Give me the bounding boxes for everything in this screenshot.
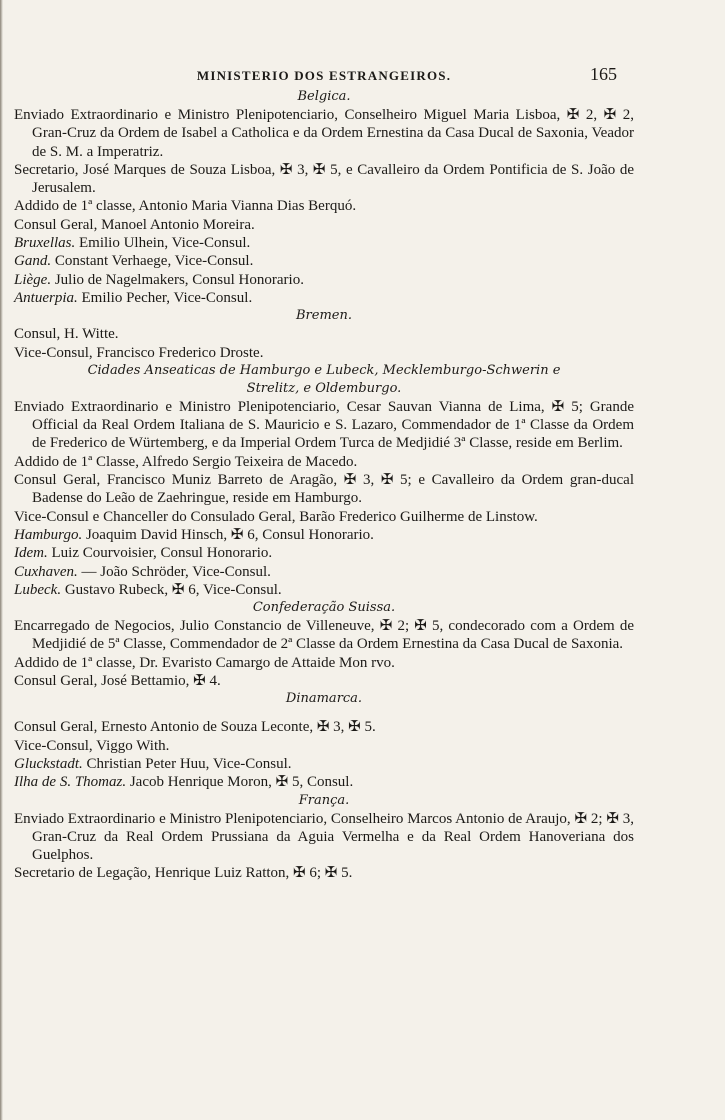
section-hanseatic-cities <box>14 362 634 599</box>
place-name: Cuxhaven. <box>14 563 78 580</box>
entry: Vice-Consul, Viggo With. <box>14 737 170 754</box>
consulate-entry <box>14 773 634 791</box>
entry: Enviado Extraordinario e Ministro Plenipotenciario, Conselheiro Miguel Maria Lisboa, ✠ 2, ✠ 2, Gran-Cruz da Ordem de Isabel a Catholica e da Ordem Ernestina da Casa Ducal de Saxonia, Veador de S. M. a Imperatriz. <box>14 107 634 160</box>
section-title: Cidades Anseaticas de Hamburgo e Lubeck, Mecklemburgo-Schwerin e Strelitz, e Oldemburgo. <box>87 362 561 396</box>
document-page <box>14 62 634 883</box>
place-name: Hamburgo. <box>14 526 83 543</box>
consulate-entry <box>14 252 634 270</box>
place-name: Liège. <box>14 271 52 288</box>
place-name: Ilha de S. Thomaz. <box>14 774 127 791</box>
running-title: MINISTERIO DOS ESTRANGEIROS. <box>196 68 452 83</box>
consulate-entry <box>14 581 634 599</box>
entry: Consul Geral, Manoel Antonio Moreira. <box>14 216 255 233</box>
consulate-entry <box>14 271 634 289</box>
entry: Encarregado de Negocios, Julio Constancio de Villeneuve, ✠ 2; ✠ 5, condecorado com a Ordem de Medjidié de 5ª Classe, Commendador de 2ª Classe da Ordem Ernestina da Casa Ducal de Saxonia. <box>14 618 634 653</box>
consulate-text: Constant Verhaege, Vice-Consul. <box>54 253 254 270</box>
consulate-entry <box>14 234 634 252</box>
place-name: Gand. <box>14 253 52 270</box>
entry: Secretario, José Marques de Souza Lisboa, ✠ 3, ✠ 5, e Cavalleiro da Ordem Pontificia de S. João de Jerusalem. <box>14 161 634 197</box>
entry: Enviado Extraordinario e Ministro Plenipotenciario, Cesar Sauvan Vianna de Lima, ✠ 5; Grande Official da Real Ordem Italiana de S. Mauricio e S. Lazaro, Commendador de 1ª Classe da Ordem de Frederico de Würtemberg, e da Imperial Ordem Turca de Medjidié 3ª Classe, reside em Berlim. <box>14 398 634 452</box>
section-bremen <box>14 307 634 362</box>
entry: Vice-Consul, Francisco Frederico Droste. <box>14 344 264 361</box>
consulate-text: Emilio Ulhein, Vice-Consul. <box>79 235 251 252</box>
consulate-text: Emilio Pecher, Vice-Consul. <box>81 289 253 306</box>
consulate-entry <box>14 755 634 773</box>
consulate-text: Christian Peter Huu, Vice-Consul. <box>86 755 292 772</box>
scan-edge-shadow <box>0 0 3 1120</box>
entry: Consul Geral, José Bettamio, ✠ 4. <box>14 673 221 690</box>
place-name: Lubeck. <box>14 581 62 598</box>
section-title: Dinamarca. <box>285 691 363 707</box>
section-title: Confederação Suissa. <box>252 600 396 616</box>
place-name: Gluckstadt. <box>14 755 83 772</box>
entry: Addido de 1ª classe, Antonio Maria Vianna Dias Berquó. <box>14 198 357 215</box>
consulate-entry <box>14 526 634 544</box>
entry: Consul Geral, Francisco Muniz Barreto de Aragão, ✠ 3, ✠ 5; e Cavalleiro da Ordem gran-ducal Badense do Leão de Zaehringue, reside em Hamburgo. <box>14 472 634 507</box>
section-belgica <box>14 88 634 307</box>
entry: Consul, H. Witte. <box>14 326 119 343</box>
section-dinamarca <box>14 690 634 791</box>
place-name: Antuerpia. <box>14 289 78 306</box>
section-title: Bremen. <box>296 308 352 324</box>
section-suissa <box>14 599 634 690</box>
entry: Addido de 1ª Classe, Alfredo Sergio Teixeira de Macedo. <box>14 453 358 470</box>
entry: Consul Geral, Ernesto Antonio de Souza Leconte, ✠ 3, ✠ 5. <box>14 719 376 736</box>
spacer <box>14 708 634 718</box>
entry: Enviado Extraordinario e Ministro Plenipotenciario, Conselheiro Marcos Antonio de Araujo, ✠ 2; ✠ 3, Gran-Cruz da Real Ordem Prussiana da Aguia Vermelha e da Real Ordem Hanoveriana dos Guelphos. <box>14 810 634 864</box>
consulate-entry <box>14 563 634 581</box>
consulate-entry <box>14 289 634 307</box>
place-name: Bruxellas. <box>14 235 76 252</box>
consulate-entry <box>14 544 634 562</box>
consulate-text: Gustavo Rubeck, ✠ 6, Vice-Consul. <box>64 581 282 598</box>
page-number: 165 <box>590 64 617 84</box>
consulate-text: Jacob Henrique Moron, ✠ 5, Consul. <box>129 774 354 791</box>
place-name: Idem. <box>14 545 48 562</box>
entry: Secretario de Legação, Henrique Luiz Ratton, ✠ 6; ✠ 5. <box>14 865 353 882</box>
section-title: França. <box>298 792 350 808</box>
entry: Vice-Consul e Chanceller do Consulado Geral, Barão Frederico Guilherme de Linstow. <box>14 508 538 525</box>
consulate-text: Luiz Courvoisier, Consul Honorario. <box>51 545 273 562</box>
section-franca <box>14 792 634 883</box>
page-header <box>14 62 634 88</box>
consulate-text: Joaquim David Hinsch, ✠ 6, Consul Honorario. <box>85 526 374 543</box>
consulate-text: Julio de Nagelmakers, Consul Honorario. <box>54 271 304 288</box>
entry: Addido de 1ª classe, Dr. Evaristo Camargo de Attaide Mon rvo. <box>14 654 395 671</box>
consulate-text: — João Schröder, Vice-Consul. <box>81 563 271 580</box>
section-title: Belgica. <box>297 89 351 104</box>
